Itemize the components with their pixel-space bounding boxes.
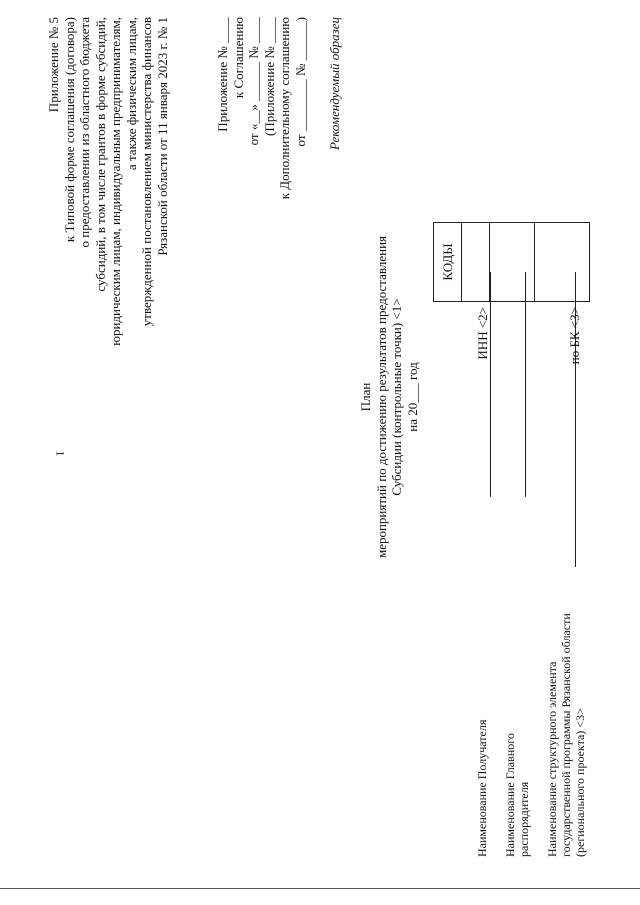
codes-table xyxy=(433,222,590,302)
appendix-line: а также физическим лицам, xyxy=(123,17,139,171)
administrator-field-line xyxy=(525,272,526,497)
appendix-header xyxy=(46,17,170,362)
bk-code-label: по БК <3> xyxy=(567,307,582,365)
bottom-rule xyxy=(0,888,640,889)
recipient-label: Наименование Получателя xyxy=(475,719,489,857)
agreement-line: от «__» ______ № ____ xyxy=(246,17,261,146)
codes-header: КОДЫ xyxy=(434,223,462,302)
appendix-line: Приложение № 5 xyxy=(46,17,61,113)
plan-title-line: Субсидии (контрольные точки) <1> xyxy=(389,298,404,496)
rotated-sheet xyxy=(10,12,630,862)
page-number: 1 xyxy=(53,450,68,457)
agreement-line: Приложение № ____ xyxy=(215,17,230,132)
appendix-line: к Типовой форме соглашения (договора) xyxy=(61,17,77,243)
plan-title xyxy=(358,232,420,562)
inn-code-cell[interactable] xyxy=(462,223,490,302)
agreement-line: от ________ № ______) xyxy=(292,17,308,147)
agreement-reference xyxy=(215,17,308,307)
agreement-line: к Соглашению xyxy=(230,17,246,99)
agreement-line: к Дополнительному соглашению xyxy=(277,17,292,200)
appendix-line: юридическим лицам, индивидуальным предпринимателям, xyxy=(108,17,123,346)
main-administrator-label: Наименование Главного распорядителя xyxy=(503,733,531,857)
plan-title-line: План xyxy=(358,382,373,412)
appendix-line: Рязанской области от 11 января 2023 г. № 1 xyxy=(154,17,170,256)
plan-title-line: мероприятий по достижению результатов предоставления xyxy=(373,235,389,559)
appendix-line: о предоставлении из областного бюджета xyxy=(77,17,92,248)
agreement-line: (Приложение № ____ xyxy=(261,17,277,137)
inn-code-label: ИНН <2> xyxy=(475,307,490,360)
plan-title-line: на 20___ год xyxy=(404,362,420,432)
administrator-code-cell[interactable] xyxy=(490,223,535,302)
appendix-line: субсидий, в том числе грантов в форме субсидий, xyxy=(92,17,108,292)
sample-note: Рекомендуемый образец xyxy=(327,17,342,151)
bk-code-cell[interactable] xyxy=(535,223,590,302)
appendix-line: утвержденной постановлением министерства финансов xyxy=(139,17,154,327)
structural-element-label: Наименование структурного элемента государственной программы Рязанской области (регионального проекта) <3> xyxy=(545,613,587,857)
